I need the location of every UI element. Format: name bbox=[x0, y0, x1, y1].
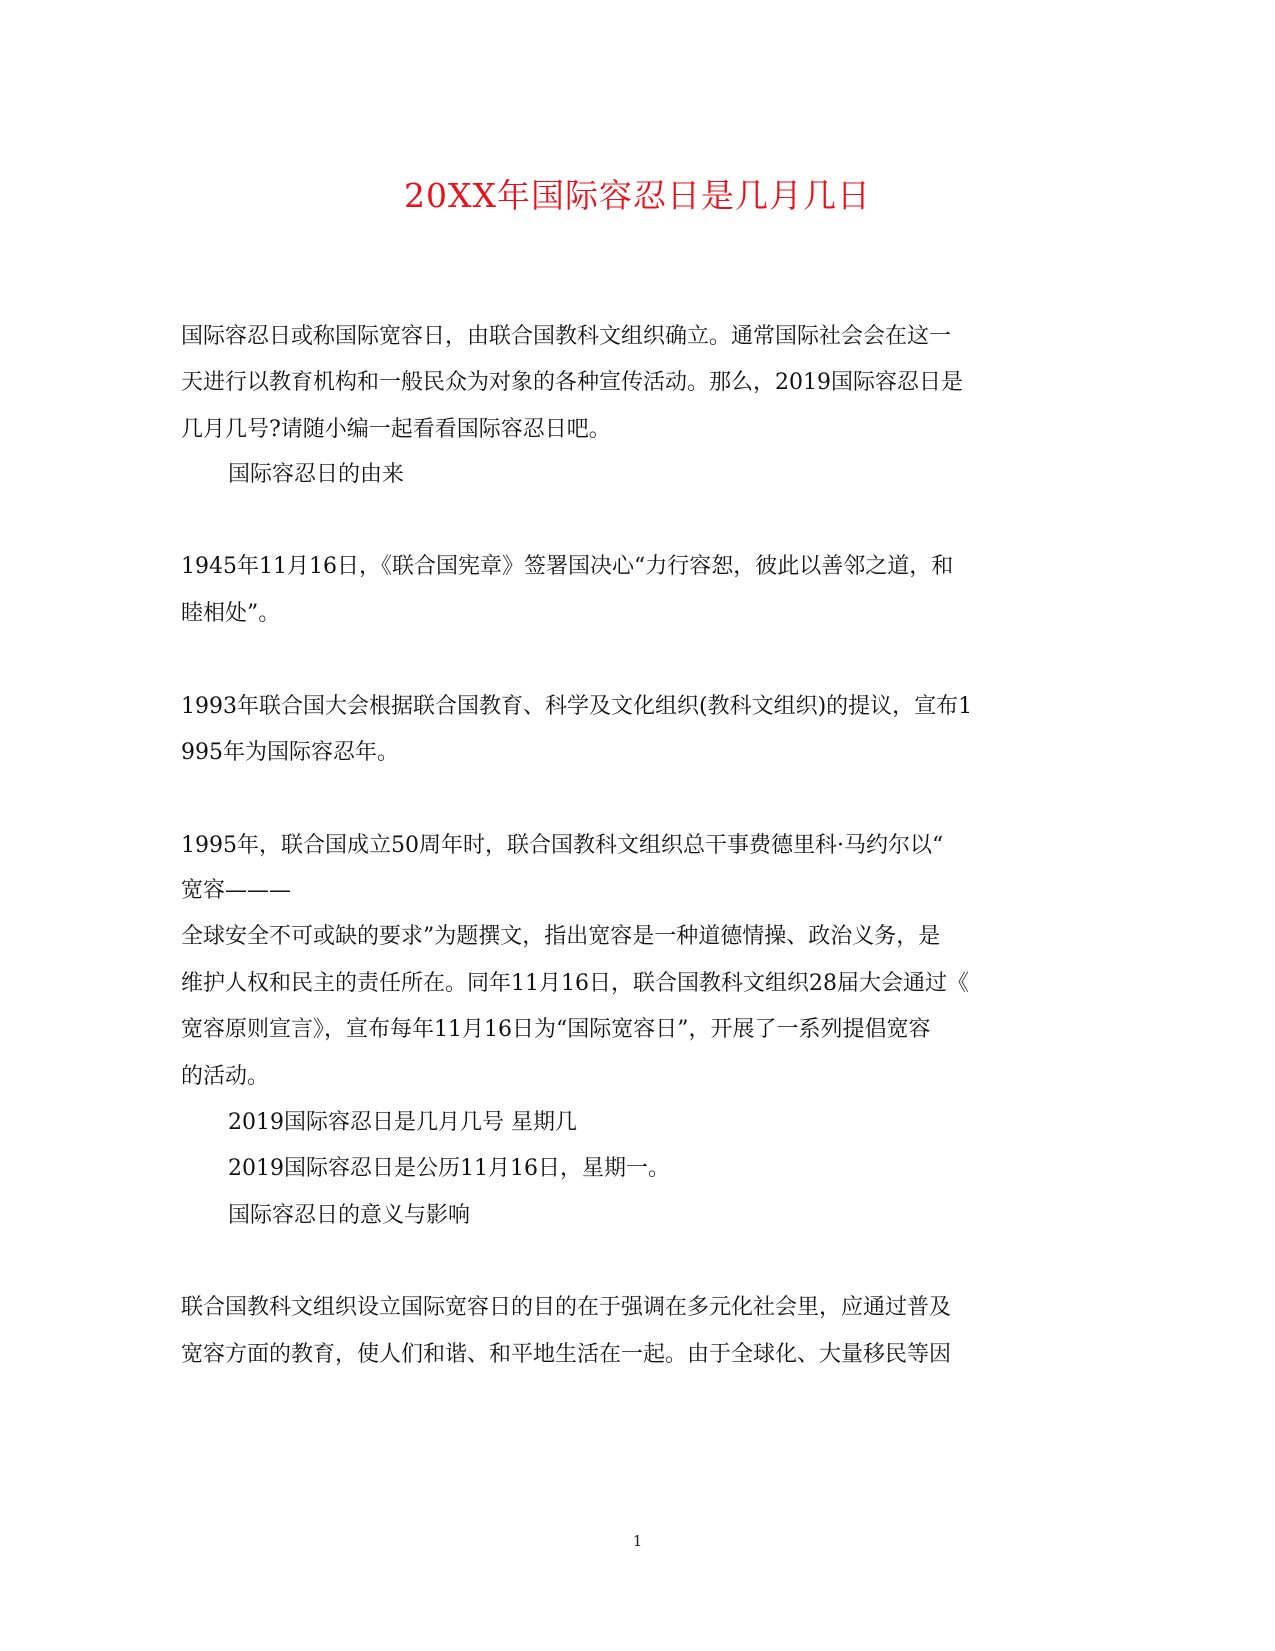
paragraph-line: 宽容原则宣言》，宣布每年11月16日为“国际宽容日”，开展了一系列提倡宽容 bbox=[181, 1017, 931, 1042]
paragraph-line: 995年为国际容忍年。 bbox=[181, 740, 399, 765]
paragraph-line: 天进行以教育机构和一般民众为对象的各种宣传活动。那么，2019国际容忍日是 bbox=[181, 370, 963, 395]
paragraph-line: 联合国教科文组织设立国际宽容日的目的在于强调在多元化社会里，应通过普及 bbox=[181, 1295, 952, 1320]
section-heading: 2019国际容忍日是几月几号 星期几 bbox=[228, 1110, 577, 1135]
paragraph-line: 1945年11月16日，《联合国宪章》签署国决心“力行容恕，彼此以善邻之道，和 bbox=[181, 554, 954, 579]
document-title: 20XX年国际容忍日是几月几日 bbox=[404, 176, 871, 215]
paragraph-line: 1995年，联合国成立50周年时，联合国教科文组织总干事费德里科·马约尔以“ bbox=[181, 833, 944, 858]
paragraph-line: 1993年联合国大会根据联合国教育、科学及文化组织(教科文组织)的提议，宣布1 bbox=[181, 694, 973, 719]
paragraph-line: 几月几号?请随小编一起看看国际容忍日吧。 bbox=[181, 417, 611, 442]
paragraph-line: 全球安全不可或缺的要求”为题撰文，指出宽容是一种道德情操、政治义务，是 bbox=[181, 924, 941, 949]
page-number: 1 bbox=[632, 1532, 643, 1550]
paragraph-line: 2019国际容忍日是公历11月16日，星期一。 bbox=[228, 1156, 670, 1181]
paragraph-line: 的活动。 bbox=[181, 1064, 270, 1089]
paragraph-line: 国际容忍日或称国际宽容日，由联合国教科文组织确立。通常国际社会会在这一 bbox=[181, 324, 952, 349]
paragraph-line: 宽容方面的教育，使人们和谐、和平地生活在一起。由于全球化、大量移民等因 bbox=[181, 1342, 952, 1367]
paragraph-line: 宽容——— bbox=[181, 878, 292, 903]
section-heading: 国际容忍日的意义与影响 bbox=[228, 1203, 471, 1228]
section-heading: 国际容忍日的由来 bbox=[228, 462, 405, 487]
paragraph-line: 睦相处”。 bbox=[181, 601, 281, 626]
paragraph-line: 维护人权和民主的责任所在。同年11月16日，联合国教科文组织28届大会通过《 bbox=[181, 971, 969, 996]
